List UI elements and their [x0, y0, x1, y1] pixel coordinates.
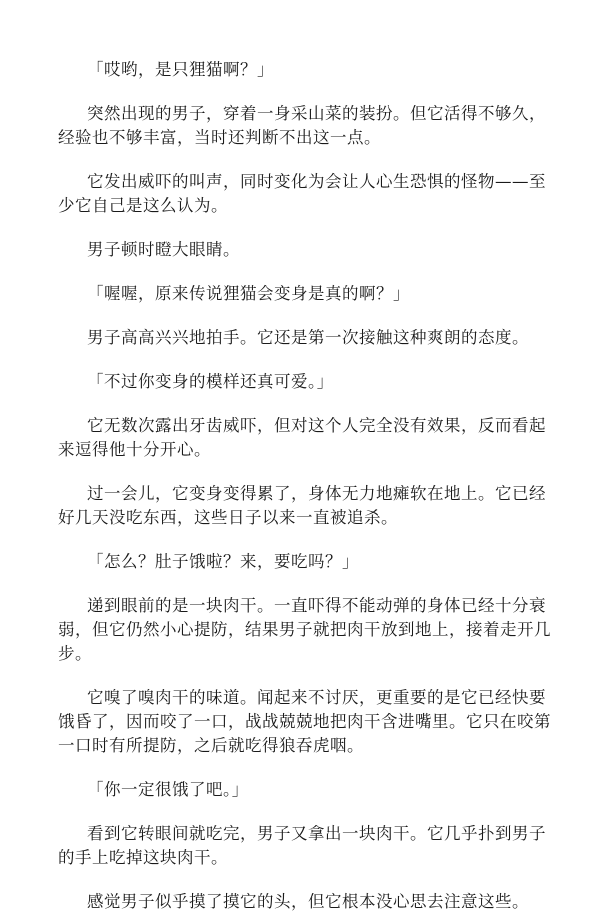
paragraph: 男子顿时瞪大眼睛。 — [87, 240, 240, 259]
paragraph: 感觉男子似乎摸了摸它的头，但它根本没心思去注意这些。 — [87, 892, 529, 911]
paragraph: 它嗅了嗅肉干的味道。闻起来不讨厌，更重要的是它已经快要饿昏了，因而咬了一口，战战兢兢地把肉干含进嘴里。它只在咬第一口时有所提防，之后就吃得狼吞虎咽。 — [58, 688, 551, 755]
paragraph: 突然出现的男子，穿着一身采山菜的装扮。但它活得不够久，经验也不够丰富，当时还判断不出这一点。 — [58, 104, 546, 147]
paragraph: 男子高高兴兴地拍手。它还是第一次接触这种爽朗的态度。 — [87, 328, 529, 347]
paragraph-dialogue: 「哎哟，是只狸猫啊？」 — [87, 60, 274, 79]
paragraph: 递到眼前的是一块肉干。一直吓得不能动弹的身体已经十分衰弱，但它仍然小心提防，结果男子就把肉干放到地上，接着走开几步。 — [58, 596, 551, 663]
paragraph-dialogue: 「怎么？肚子饿啦？来，要吃吗？」 — [87, 552, 359, 571]
paragraph: 看到它转眼间就吃完，男子又拿出一块肉干。它几乎扑到男子的手上吃掉这块肉干。 — [58, 824, 546, 867]
paragraph-dialogue: 「不过你变身的模样还真可爱。」 — [87, 372, 334, 391]
paragraph: 它无数次露出牙齿威吓，但对这个人完全没有效果，反而看起来逗得他十分开心。 — [58, 416, 546, 459]
paragraph: 它发出威吓的叫声，同时变化为会让人心生恐惧的怪物——至少它自己是这么认为。 — [58, 172, 546, 215]
paragraph: 过一会儿，它变身变得累了，身体无力地瘫软在地上。它已经好几天没吃东西，这些日子以来一直被追杀。 — [58, 484, 546, 527]
paragraph-dialogue: 「你一定很饿了吧。」 — [87, 780, 249, 799]
paragraph-dialogue: 「喔喔，原来传说狸猫会变身是真的啊？」 — [87, 284, 410, 303]
